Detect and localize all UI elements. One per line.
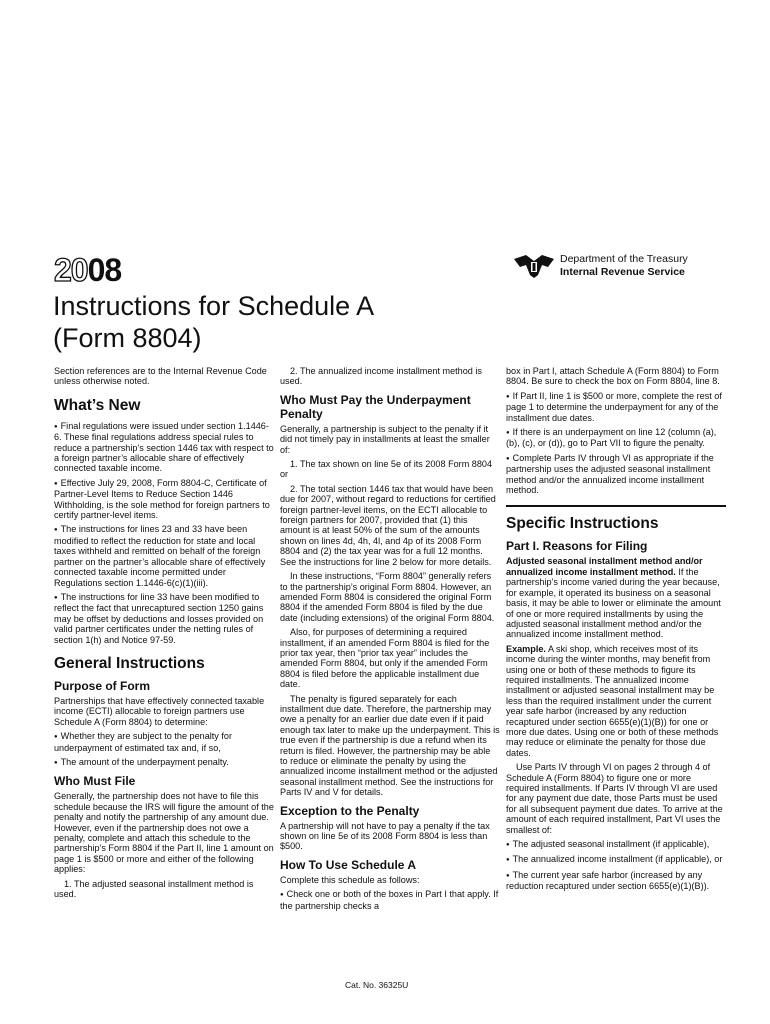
whats-new-item: ● Effective July 29, 2008, Form 8804-C, Certificate of Partner-Level Items to Reduce Section 1446 Withholding, is the sole method for foreign partners to certify partner-level items. (54, 478, 274, 521)
who-must-pay-item: 2. The total section 1446 tax that would have been due for 2007, without regard to reductions for certified foreign partner-level items, on the ECTI allocable to foreign partners for 2007, provided that (1) this amount is at least 50% of the sum of the amounts shown on lines 4d, 4h, 4l, and 4p of its 2008 Form 8804 and (2) the tax year was for a full 12 months. See the instructions for line 2 below for more details. (280, 483, 496, 567)
purpose-heading: Purpose of Form (54, 678, 151, 693)
continued-text: box in Part I, attach Schedule A (Form 8804) to Form 8804. Be sure to check the box on Form 8804, line 8. (506, 366, 720, 387)
example-text: A ski shop, which receives most of its income during the winter months, may benefit from using one or both of these methods to figure its required installments. The annualized income installment or adjusted seasonal installment may be less than the required installment under the current year safe harbor (increased by any reduction recaptured under section 6655(e)(1)(B)) for one or more due dates. Using one or both of these methods may reduce or eliminate the penalty for those due dates. (506, 643, 719, 758)
irs-eagle-logo-icon (512, 253, 556, 279)
year-solid: 08 (87, 252, 122, 288)
specific-instructions-heading: Specific Instructions (506, 505, 726, 533)
who-must-file-heading: Who Must File (54, 774, 136, 789)
how-to-use-item: ● If Part II, line 1 is $500 or more, complete the rest of page 1 to determine the underpayment for any of the installment due dates. (506, 391, 726, 423)
whats-new-item: ● The instructions for lines 23 and 33 have been modified to reflect the reduction for state and local taxes withheld and remitted on behalf of the foreign partner on the partner’s allocable share of effectively connected taxable income permitted under Regulations section 1.1446-6(c)(1)(iii). (54, 524, 274, 587)
how-to-use-item: ● Check one or both of the boxes in Part I that apply. If the partnership checks a (280, 889, 500, 911)
purpose-item: ● The amount of the underpayment penalty. (54, 757, 274, 768)
smallest-item: ● The current year safe harbor (increased by any reduction recaptured under section 6655(e)(1)(B)). (506, 870, 726, 892)
whats-new-item: ● Final regulations were issued under section 1.1446-6. These final regulations address special rules to reduce a partnership’s section 1446 tax with respect to a foreign partner’s allocable share of effectively connected taxable income. (54, 421, 274, 474)
how-to-use-heading: How To Use Schedule A (280, 857, 417, 872)
exception-heading: Exception to the Penalty (280, 803, 420, 818)
body-paragraph: In these instructions, “Form 8804” generally refers to the partnership’s original Form 8804. However, an amended Form 8804 is considered the original Form 8804 if the amended Form 8804 is filed by the due date (including extensions) of the original Form 8804. (280, 571, 495, 623)
body-paragraph: Use Parts IV through VI on pages 2 through 4 of Schedule A (Form 8804) to figure one or more required installments. If Parts IV through VI are used for any payment due date, those Parts must be used for all subsequent payment due dates. To arrive at the amount of each required installment, Part VI uses the smallest of: (506, 762, 723, 835)
who-must-pay-text: Generally, a partnership is subject to the penalty if it did not timely pay in installments at least the smaller of: (280, 423, 490, 455)
whats-new-item: ● The instructions for line 33 have been modified to reflect the fact that unrecaptured section 1250 gains may be offset by deductions and losses provided on valid partner certificates under the netting rules of section 1(h) and Notice 97-59. (54, 592, 274, 645)
who-must-file-item: 2. The annualized income installment method is used. (280, 366, 482, 387)
part1-text: If the partnership’s income varied during the year because, for example, it operated its business on a seasonal basis, it may be able to lower or eliminate the amount of one or more required installments by using the adjusted seasonal installment method and/or the annualized income installment method. (506, 566, 721, 640)
year-heading (54, 254, 121, 286)
who-must-pay-item: 1. The tax shown on line 5e of its 2008 Form 8804 or (280, 459, 493, 480)
who-must-file-text: Generally, the partnership does not have to file this schedule because the IRS will figure the amount of the penalty and notify the partnership of any amount due. However, even if the partnership does not owe a penalty, complete and attach this schedule to the partnership’s Form 8804 if the Part II, line 1 amount on page 1 is $500 or more and either of the following applies: (54, 791, 274, 875)
general-instructions-heading: General Instructions (54, 654, 205, 672)
whats-new-heading: What’s New (54, 396, 141, 414)
department-name: Department of the Treasury (560, 253, 688, 265)
part1-lead: Adjusted seasonal installment method and/or annualized income installment method. (506, 556, 703, 577)
catalog-number: Cat. No. 36325U (345, 980, 409, 990)
title-line-1: Instructions for Schedule A (53, 291, 375, 321)
title-line-2: (Form 8804) (53, 323, 202, 353)
smallest-item: ● The annualized income installment (if applicable), or (506, 854, 726, 865)
how-to-use-text: Complete this schedule as follows: (280, 874, 420, 885)
exception-text: A partnership will not have to pay a penalty if the tax shown on line 5e of its 2008 Form 8804 is less than $500. (280, 820, 490, 852)
body-paragraph: The penalty is figured separately for each installment due date. Therefore, the partnership may owe a penalty for an earlier due date even if it paid enough tax later to make up the underpayment. This is true even if the partnership is due a refund when its return is filed. However, the partnership may be able to reduce or eliminate the penalty by using the annualized income installment method or the adjusted seasonal installment method. See the instructions for Parts IV and V for details. (280, 693, 500, 798)
how-to-use-item: ● If there is an underpayment on line 12 (column (a), (b), (c), or (d)), go to Part VII to figure the penalty. (506, 427, 726, 449)
who-must-file-item: 1. The adjusted seasonal installment method is used. (54, 878, 254, 900)
purpose-text: Partnerships that have effectively connected taxable income (ECTI) allocable to foreign partners use Schedule A (Form 8804) to determine: (54, 695, 265, 727)
column-2 (280, 366, 500, 915)
page-title (53, 290, 523, 354)
intro-text: Section references are to the Internal Revenue Code unless otherwise noted. (54, 366, 267, 387)
service-name: Internal Revenue Service (560, 266, 685, 278)
agency-block (512, 253, 688, 279)
year-outline: 20 (54, 252, 88, 288)
purpose-item: ● Whether they are subject to the penalty for underpayment of estimated tax and, if so, (54, 731, 274, 753)
how-to-use-item: ● Complete Parts IV through VI as appropriate if the partnership uses the adjusted seasonal installment method and/or the annualized income installment method. (506, 453, 726, 496)
example-lead: Example. (506, 643, 546, 654)
who-must-pay-heading: Who Must Pay the Underpayment Penalty (280, 392, 471, 421)
smallest-item: ● The adjusted seasonal installment (if applicable), (506, 839, 726, 850)
column-1 (54, 366, 274, 903)
column-3 (506, 366, 726, 896)
example-paragraph (506, 644, 726, 758)
part1-heading: Part I. Reasons for Filing (506, 539, 648, 554)
body-paragraph: Also, for purposes of determining a required installment, if an amended Form 8804 is filed for the prior tax year, then “prior tax year” includes the amended Form 8804, but only if the amended Form 8804 is filed before the applicable installment due date. (280, 627, 490, 690)
part1-paragraph (506, 556, 726, 639)
